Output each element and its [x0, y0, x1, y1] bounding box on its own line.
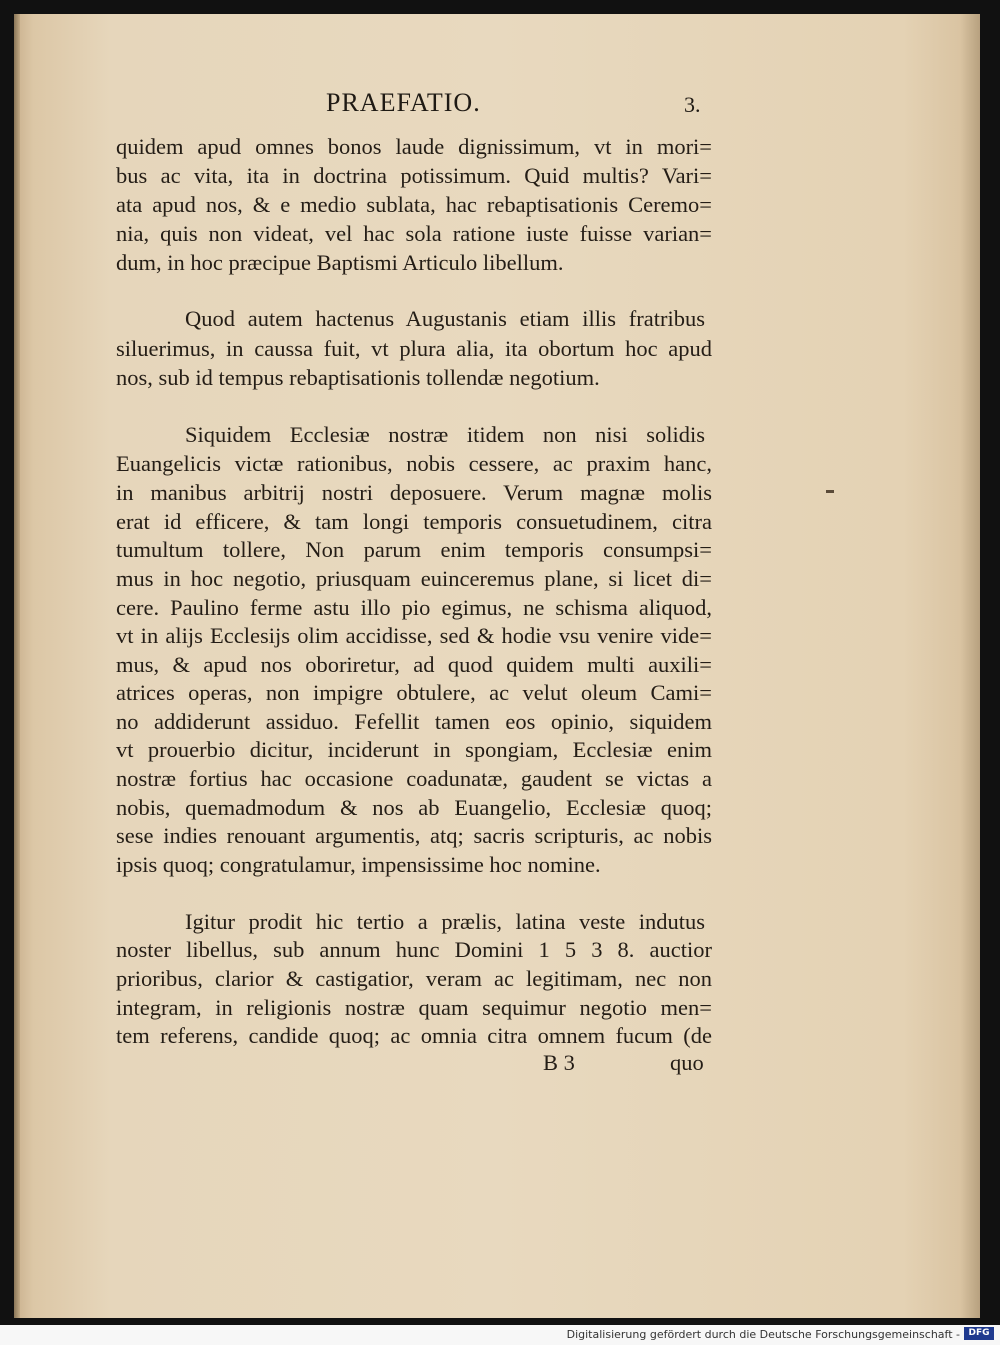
text-line: vt prouerbio dicitur, inciderunt in spongiam, Ecclesiæ enim — [116, 737, 712, 762]
digitization-footer — [0, 1325, 1000, 1345]
signature-mark: B 3 — [543, 1050, 575, 1075]
text-line: integram, in religionis nostræ quam sequimur negotio men= — [116, 995, 712, 1020]
text-line: nobis, quemadmodum & nos ab Euangelio, Ecclesiæ quoq; — [116, 795, 712, 820]
text-line: ipsis quoq; congratulamur, impensissime hoc nomine. — [116, 852, 601, 877]
text-line: bus ac vita, ita in doctrina potissimum. Quid multis? Vari= — [116, 163, 712, 188]
text-line: noster libellus, sub annum hunc Domini 1 5 3 8. auctior — [116, 937, 712, 962]
text-line: cere. Paulino ferme astu illo pio egimus, ne schisma aliquod, — [116, 595, 712, 620]
text-line: Euangelicis victæ rationibus, nobis cessere, ac praxim hanc, — [116, 451, 712, 476]
text-line: quidem apud omnes bonos laude dignissimum, vt in mori= — [116, 134, 712, 159]
catchword: quo — [670, 1050, 704, 1075]
text-line: prioribus, clarior & castigatior, veram ac legitimam, nec non — [116, 966, 712, 991]
text-line: Siquidem Ecclesiæ nostræ itidem non nisi solidis — [185, 422, 705, 447]
margin-mark — [826, 490, 834, 493]
text-line: nia, quis non videat, vel hac sola ratione iuste fuisse varian= — [116, 221, 712, 246]
footer-credit: Digitalisierung gefördert durch die Deutsche Forschungsgemeinschaft - — [566, 1328, 960, 1341]
text-line: tem referens, candide quoq; ac omnia citra omnem fucum (de — [116, 1023, 712, 1048]
text-line: siluerimus, in caussa fuit, vt plura alia, ita obortum hoc apud — [116, 336, 712, 361]
page-number: 3. — [684, 92, 701, 117]
text-line: dum, in hoc præcipue Baptismi Articulo libellum. — [116, 250, 564, 275]
text-line: sese indies renouant argumentis, atq; sacris scripturis, ac nobis — [116, 823, 712, 848]
text-line: nostræ fortius hac occasione coadunatæ, gaudent se victas a — [116, 766, 712, 791]
text-line: erat id efficere, & tam longi temporis consuetudinem, citra — [116, 509, 712, 534]
text-line: nos, sub id tempus rebaptisationis tollendæ negotium. — [116, 365, 600, 390]
text-line: Quod autem hactenus Augustanis etiam illis fratribus — [185, 306, 705, 331]
dfg-logo: DFG — [964, 1327, 994, 1340]
text-line: vt in alijs Ecclesijs olim accidisse, sed & hodie vsu venire vide= — [116, 623, 712, 648]
text-line: mus in hoc negotio, priusquam euinceremus plane, si licet di= — [116, 566, 712, 591]
text-line: Igitur prodit hic tertio a prælis, latina veste indutus — [185, 909, 705, 934]
text-line: ata apud nos, & e medio sublata, hac rebaptisationis Ceremo= — [116, 192, 712, 217]
running-header: PRAEFATIO. — [326, 88, 481, 117]
text-line: in manibus arbitrij nostri deposuere. Verum magnæ molis — [116, 480, 712, 505]
text-line: tumultum tollere, Non parum enim temporis consumpsi= — [116, 537, 712, 562]
text-line: mus, & apud nos oboriretur, ad quod quidem multi auxili= — [116, 652, 712, 677]
text-line: atrices operas, non impigre obtulere, ac velut oleum Cami= — [116, 680, 712, 705]
text-line: no addiderunt assiduo. Fefellit tamen eos opinio, siquidem — [116, 709, 712, 734]
